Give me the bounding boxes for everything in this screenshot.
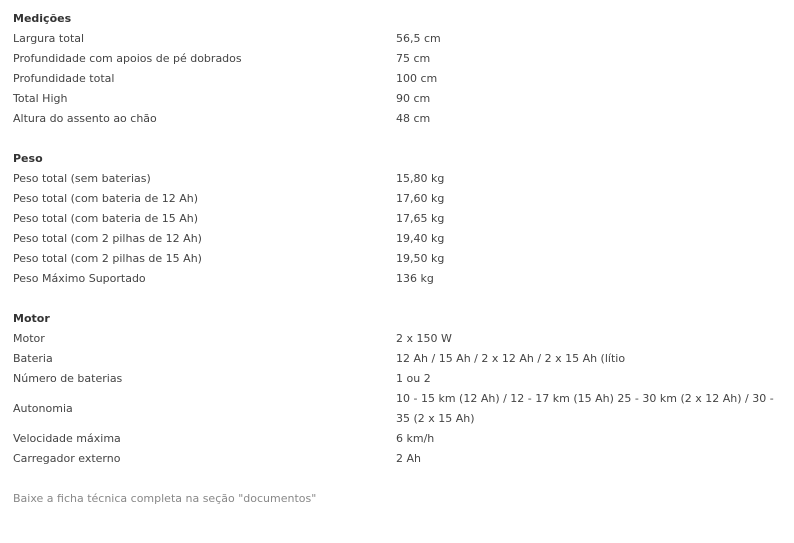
- spec-label: Peso total (sem baterias): [13, 172, 151, 185]
- spec-row: [13, 249, 794, 269]
- spec-label: Peso total (com bateria de 15 Ah): [13, 212, 199, 225]
- section-motor: [13, 309, 794, 469]
- spec-row: [13, 229, 794, 249]
- spec-row: [13, 209, 794, 229]
- spec-value: 19,50 kg: [396, 252, 445, 265]
- spec-label: Largura total: [13, 32, 85, 45]
- spec-label: Carregador externo: [13, 452, 121, 465]
- documents-note: Baixe a ficha técnica completa na seção "documentos": [13, 492, 317, 505]
- spec-value: 2 Ah: [396, 452, 421, 465]
- spec-row: [13, 369, 794, 389]
- spec-row: [13, 109, 794, 129]
- spec-row: [13, 49, 794, 69]
- spec-value: 2 x 150 W: [396, 332, 452, 345]
- spec-value: 100 cm: [396, 72, 438, 85]
- section-medicoes: [13, 9, 794, 129]
- spec-row: [13, 429, 794, 449]
- spec-row: [13, 29, 794, 49]
- spec-row: [13, 169, 794, 189]
- spec-label: Bateria: [13, 352, 53, 365]
- spec-label: Altura do assento ao chão: [13, 112, 157, 125]
- spec-value: 1 ou 2: [396, 372, 431, 385]
- spec-label: Peso Máximo Suportado: [13, 272, 146, 285]
- spec-row: [13, 69, 794, 89]
- spec-label: Total High: [13, 92, 68, 105]
- spec-label: Motor: [13, 332, 45, 345]
- spec-value: 90 cm: [396, 92, 431, 105]
- spec-value: 75 cm: [396, 52, 431, 65]
- spec-row: [13, 269, 794, 289]
- section-peso: [13, 149, 794, 289]
- spec-row: [13, 89, 794, 109]
- spec-value: 136 kg: [396, 272, 434, 285]
- spec-label: Autonomia: [13, 402, 73, 415]
- spec-label: Peso total (com bateria de 12 Ah): [13, 192, 199, 205]
- spec-value: 19,40 kg: [396, 232, 445, 245]
- spec-value: 48 cm: [396, 112, 431, 125]
- spec-label: Profundidade com apoios de pé dobrados: [13, 52, 242, 65]
- spec-row: [13, 329, 794, 349]
- spec-value: 10 - 15 km (12 Ah) / 12 - 17 km (15 Ah) 25 - 30 km (2 x 12 Ah) / 30 - 35 (2 x 15 Ah): [396, 392, 774, 425]
- spec-label: Número de baterias: [13, 372, 123, 385]
- spec-row: [13, 349, 794, 369]
- section-title: Medições: [13, 12, 72, 25]
- spec-label: Peso total (com 2 pilhas de 15 Ah): [13, 252, 202, 265]
- spec-value: 12 Ah / 15 Ah / 2 x 12 Ah / 2 x 15 Ah (lítio: [396, 352, 626, 365]
- spec-row: [13, 389, 794, 429]
- spec-label: Peso total (com 2 pilhas de 12 Ah): [13, 232, 202, 245]
- spec-label: Velocidade máxima: [13, 432, 121, 445]
- spec-value: 6 km/h: [396, 432, 435, 445]
- spec-value: 56,5 cm: [396, 32, 441, 45]
- spec-value: 17,60 kg: [396, 192, 445, 205]
- spec-row: [13, 189, 794, 209]
- spec-value: 15,80 kg: [396, 172, 445, 185]
- spec-label: Profundidade total: [13, 72, 115, 85]
- section-title: Motor: [13, 312, 50, 325]
- spec-value: 17,65 kg: [396, 212, 445, 225]
- spec-row: [13, 449, 794, 469]
- section-title: Peso: [13, 152, 43, 165]
